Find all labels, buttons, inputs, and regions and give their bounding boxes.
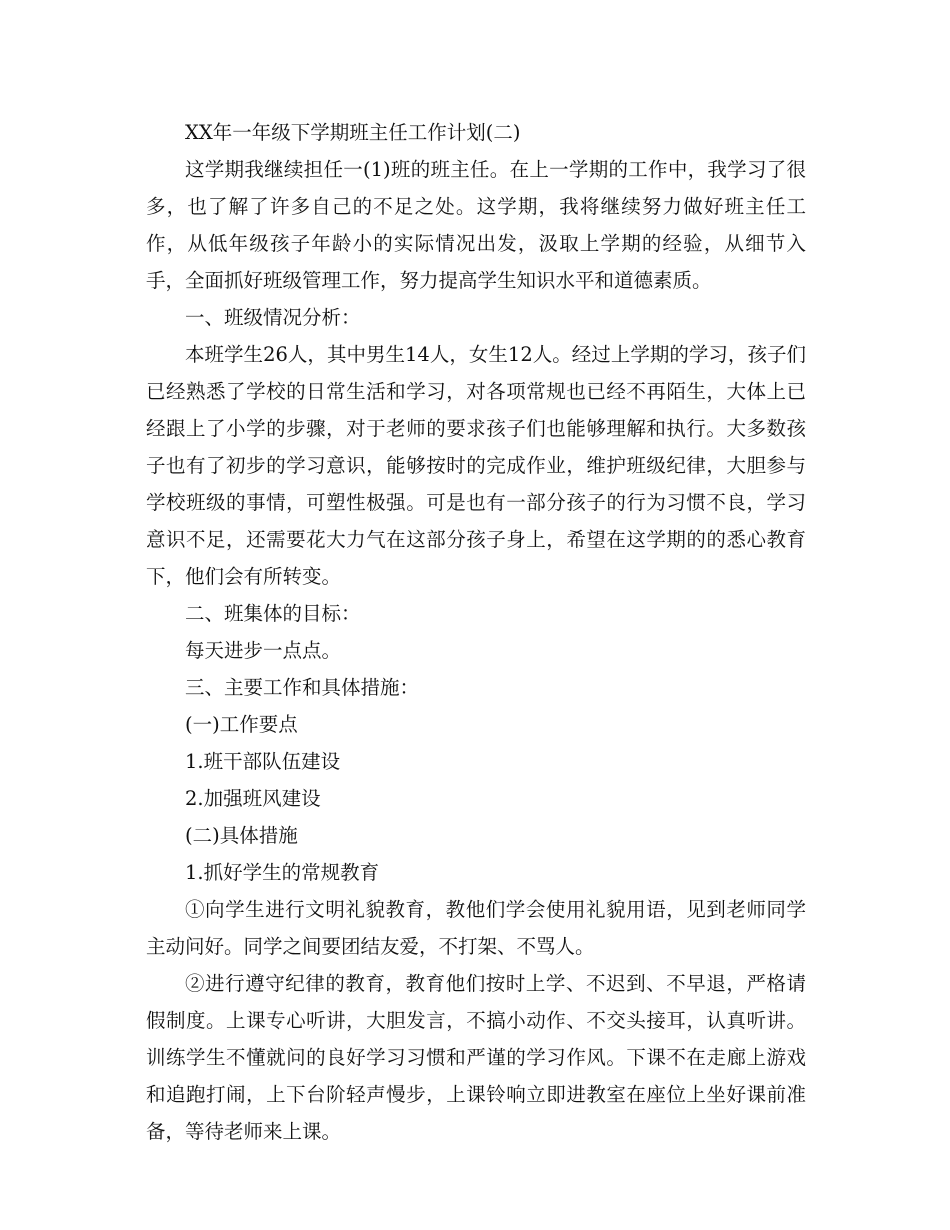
subheading-measures: (二)具体措施 bbox=[185, 824, 298, 847]
list-item: 1.抓好学生的常规教育 bbox=[185, 861, 380, 884]
document-body bbox=[146, 114, 806, 1150]
intro-paragraph: 这学期我继续担任一(1)班的班主任。在上一学期的工作中，我学习了很多，也了解了许多自己的不足之处。这学期，我将继续努力做好班主任工作，从低年级孩子年龄小的实际情况出发，汲取上学期的经验，从细节入手，全面抓好班级管理工作，努力提高学生知识水平和道德素质。 bbox=[146, 158, 806, 292]
list-item: 1.班干部队伍建设 bbox=[185, 750, 341, 773]
section-heading-class-goal: 二、班集体的目标： bbox=[185, 602, 361, 625]
section-heading-class-analysis: 一、班级情况分析： bbox=[185, 306, 361, 329]
courtesy-education-paragraph: ①向学生进行文明礼貌教育，教他们学会使用礼貌用语，见到老师同学主动问好。同学之间要团结友爱，不打架、不骂人。 bbox=[146, 898, 806, 958]
subheading-work-points: (一)工作要点 bbox=[185, 713, 298, 736]
section-heading-main-work: 三、主要工作和具体措施： bbox=[185, 676, 420, 699]
class-analysis-paragraph: 本班学生26人，其中男生14人，女生12人。经过上学期的学习，孩子们已经熟悉了学校的日常生活和学习，对各项常规也已经不再陌生，大体上已经跟上了小学的步骤，对于老师的要求孩子们也能够理解和执行。大多数孩子也有了初步的学习意识，能够按时的完成作业，维护班级纪律，大胆参与学校班级的事情，可塑性极强。可是也有一部分孩子的行为习惯不良，学习意识不足，还需要花大力气在这部分孩子身上，希望在这学期的的悉心教育下，他们会有所转变。 bbox=[146, 343, 806, 588]
list-item: 2.加强班风建设 bbox=[185, 787, 321, 810]
discipline-education-paragraph: ②进行遵守纪律的教育，教育他们按时上学、不迟到、不早退，严格请假制度。上课专心听讲，大胆发言，不搞小动作、不交头接耳，认真听讲。训练学生不懂就问的良好学习习惯和严谨的学习作风。下课不在走廊上游戏和追跑打闹，上下台阶轻声慢步，上课铃响立即进教室在座位上坐好课前准备，等待老师来上课。 bbox=[146, 972, 806, 1143]
document-title: XX年一年级下学期班主任工作计划(二) bbox=[185, 121, 521, 144]
class-goal-paragraph: 每天进步一点点。 bbox=[185, 639, 342, 662]
